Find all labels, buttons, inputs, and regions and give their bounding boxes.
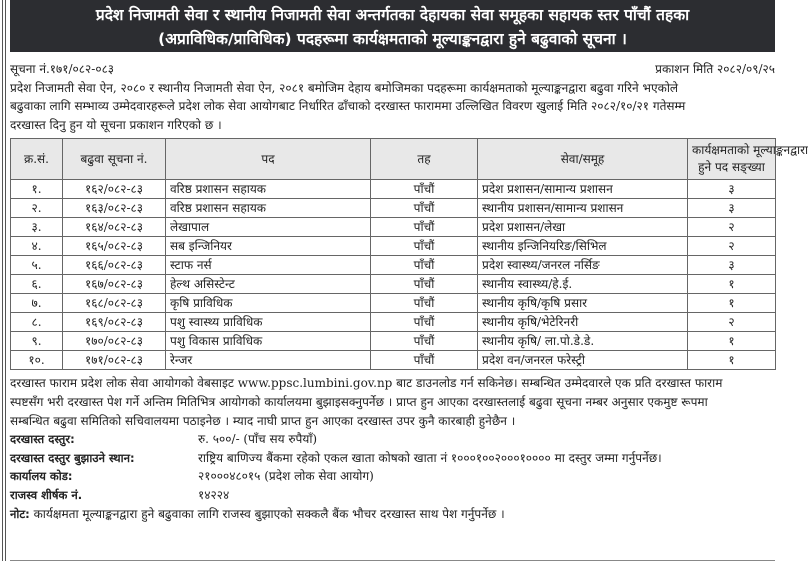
cell-post: सब इन्जिनियर [166, 237, 371, 256]
cell-post: पशु विकास प्राविधिक [166, 332, 371, 351]
table-row [11, 237, 776, 256]
cell-service-group: प्रदेश स्वास्थ्य/जनरल नर्सिङ [478, 256, 688, 275]
cell-service-group: स्थानीय इन्जिनियरिङ/सिभिल [478, 237, 688, 256]
table-row [11, 218, 776, 237]
detail-value: राष्ट्रिय बाणिज्य बैंकमा रहेको एकल खाता कोषको खाता नं १०००१००२०००१०००० मा दस्तुर जम्मा गर्नुपर्नेछ। [198, 450, 662, 465]
note-label: नोट: [10, 506, 30, 521]
cell-level: पाँचौं [371, 313, 478, 332]
cell-serial: ४. [11, 237, 63, 256]
cell-post: वरिष्ठ प्रशासन सहायक [166, 199, 371, 218]
detail-value: १४२२४ [198, 487, 230, 502]
cell-level: पाँचौं [371, 294, 478, 313]
cell-service-group: प्रदेश प्रशासन/सामान्य प्रशासन [478, 180, 688, 199]
cell-notice-no: १६४/०८२-८३ [63, 218, 166, 237]
cell-notice-no: १६२/०८२-८३ [63, 180, 166, 199]
detail-value: २१०००४८०१५ (प्रदेश लोक सेवा आयोग) [198, 469, 374, 484]
cell-notice-no: १६८/०८२-८३ [63, 294, 166, 313]
notice-document [10, 0, 808, 561]
cell-notice-no: १७१/०८२-८३ [63, 351, 166, 370]
cell-serial: १. [11, 180, 63, 199]
cell-post: रेन्जर [166, 351, 371, 370]
cell-level: पाँचौं [371, 256, 478, 275]
cell-serial: ३. [11, 218, 63, 237]
cell-post-count: ३ [688, 256, 776, 275]
cell-service-group: स्थानीय कृषि/ ला.पो.डे.डे. [478, 332, 688, 351]
cell-serial: ६. [11, 275, 63, 294]
header-post: पद [166, 139, 371, 180]
header-post-count-line-1: कार्यक्षमताको मूल्याङ्कनद्वारा [692, 143, 808, 158]
title-line-1: प्रदेश निजामती सेवा र स्थानीय निजामती सेवा अन्तर्गतका देहायका सेवा समूहका सहायक स्तर पाँचौं तहका [95, 6, 690, 24]
notice-number: सूचना नं.१७१/०८२-०८३ [10, 62, 115, 76]
cell-serial: १०. [11, 351, 63, 370]
detail-value: रु. ५००/- (पाँच सय रुपैयाँ) [198, 432, 318, 447]
notice-meta [10, 60, 775, 79]
header-notice-no: बढुवा सूचना नं. [63, 139, 166, 180]
detail-label: दरखास्त दस्तुर बुझाउने स्थान: [10, 450, 135, 465]
cell-serial: ८. [11, 313, 63, 332]
detail-fee [10, 430, 775, 449]
table-row [11, 313, 776, 332]
frame-border-outer [2, 0, 3, 561]
header-post-count-line-2: हुने पद सङ्ख्या [698, 160, 765, 175]
publication-date: प्रकाशन मिति २०८२/०९/२५ [655, 62, 775, 76]
cell-serial: ९. [11, 332, 63, 351]
detail-label: दरखास्त दस्तुर: [10, 432, 75, 447]
cell-post-count: १ [688, 351, 776, 370]
cell-post: कृषि प्राविधिक [166, 294, 371, 313]
cell-service-group: प्रदेश प्रशासन/लेखा [478, 218, 688, 237]
table-row [11, 294, 776, 313]
cell-post-count: २ [688, 313, 776, 332]
cell-notice-no: १६९/०८२-८३ [63, 313, 166, 332]
cell-service-group: स्थानीय कृषि/भेटेरिनरी [478, 313, 688, 332]
title-line-2: (अप्राविधिक/प्राविधिक) पदहरूमा कार्यक्षमताको मूल्याङ्कनद्वारा हुने बढुवाको सूचना । [158, 30, 627, 48]
table-row [11, 275, 776, 294]
table-row [11, 180, 776, 199]
table-row [11, 332, 776, 351]
intro-line-2: बढुवाका लागि सम्भाव्य उम्मेदवारहरूले प्रदेश लोक सेवा आयोगबाट निर्धारित ढाँचाको दरखास्त फाराममा उल्लिखित विवरण खुलाई मिति २०८२/१०/२१ गतेसम्म [10, 99, 686, 114]
table-row [11, 256, 776, 275]
table-row [11, 199, 776, 218]
table-header-row [11, 139, 776, 180]
table-row [11, 351, 776, 370]
notice-title-banner [10, 0, 775, 52]
note-text: कार्यक्षमता मूल्याङ्कनद्वारा हुने बढुवाका लागि राजस्व बुझाएको सक्कलै बैंक भौचर दरखास्त साथ पेश गर्नुपर्नेछ । [29, 506, 505, 521]
cell-post-count: १ [688, 294, 776, 313]
intro-line-3: दरखास्त दिनु हुन यो सूचना प्रकाशन गरिएको छ । [10, 117, 222, 132]
cell-level: पाँचौं [371, 351, 478, 370]
cell-post-count: १ [688, 332, 776, 351]
detail-revenue-head [10, 486, 775, 505]
cell-notice-no: १६३/०८२-८३ [63, 199, 166, 218]
frame-border-inner [5, 0, 6, 561]
cell-post-count: ३ [688, 180, 776, 199]
cell-post: स्टाफ नर्स [166, 256, 371, 275]
detail-fee-deposit [10, 449, 775, 468]
cell-level: पाँचौं [371, 275, 478, 294]
header-service-group: सेवा/समूह [478, 139, 688, 180]
intro-line-1: प्रदेश निजामती सेवा ऐन, २०८० र स्थानीय निजामती सेवा ऐन, २०८१ बमोजिम देहाय बमोजिमका पदहरूमा कार्यक्षमताको मूल्याङ्कनद्वारा बढुवा गरिने भएकोले [10, 80, 679, 95]
cell-service-group: स्थानीय स्वास्थ्य/हे.ई. [478, 275, 688, 294]
header-post-count [688, 139, 808, 180]
cell-level: पाँचौं [371, 332, 478, 351]
cell-level: पाँचौं [371, 180, 478, 199]
instruction-line-2: स्पष्टसँग भरी दरखास्त पेश गर्ने अन्तिम मितिभित्र आयोगको कार्यालयमा बुझाइसक्नुपर्नेछ । प्राप्त हुन आएका दरखास्तलाई बढुवा सूचना नम्बर अनुसार एकमुष्ट रूपमा [10, 394, 708, 409]
cell-level: पाँचौं [371, 218, 478, 237]
detail-label: कार्यालय कोड: [10, 469, 73, 484]
cell-notice-no: १६५/०८२-८३ [63, 237, 166, 256]
cell-level: पाँचौं [371, 199, 478, 218]
cell-post: पशु स्वास्थ्य प्राविधिक [166, 313, 371, 332]
cell-post: हेल्थ असिस्टेन्ट [166, 275, 371, 294]
instruction-line-3: सम्बन्धित बढुवा समितिको सचिवालयमा पठाइनेछ । म्याद नाघी प्राप्त हुन आएका दरखास्त उपर कुनै कारबाही हुनेछैन । [10, 413, 516, 428]
cell-serial: २. [11, 199, 63, 218]
posts-table [10, 138, 808, 370]
instruction-line-1: दरखास्त फाराम प्रदेश लोक सेवा आयोगको वेबसाइट www.ppsc.lumbini.gov.np बाट डाउनलोड गर्न सकिनेछ। सम्बन्धित उम्मेदवारले एक प्रति दरखास्त फाराम [10, 376, 723, 391]
cell-serial: ५. [11, 256, 63, 275]
cell-notice-no: १६७/०८२-८३ [63, 275, 166, 294]
cell-service-group: स्थानीय कृषि/कृषि प्रसार [478, 294, 688, 313]
cell-notice-no: १६६/०८२-८३ [63, 256, 166, 275]
header-serial: क्र.सं. [11, 139, 63, 180]
cell-post-count: २ [688, 218, 776, 237]
cell-serial: ७. [11, 294, 63, 313]
detail-label: राजस्व शीर्षक नं. [10, 487, 83, 502]
header-level: तह [371, 139, 478, 180]
cell-post: वरिष्ठ प्रशासन सहायक [166, 180, 371, 199]
cell-service-group: स्थानीय प्रशासन/सामान्य प्रशासन [478, 199, 688, 218]
cell-level: पाँचौं [371, 237, 478, 256]
note [10, 505, 775, 524]
cell-post: लेखापाल [166, 218, 371, 237]
cell-service-group: प्रदेश वन/जनरल फरेस्ट्री [478, 351, 688, 370]
cell-post-count: ३ [688, 199, 776, 218]
detail-office-code [10, 467, 775, 486]
cell-post-count: २ [688, 237, 776, 256]
cell-post-count: १ [688, 275, 776, 294]
cell-notice-no: १७०/०८२-८३ [63, 332, 166, 351]
